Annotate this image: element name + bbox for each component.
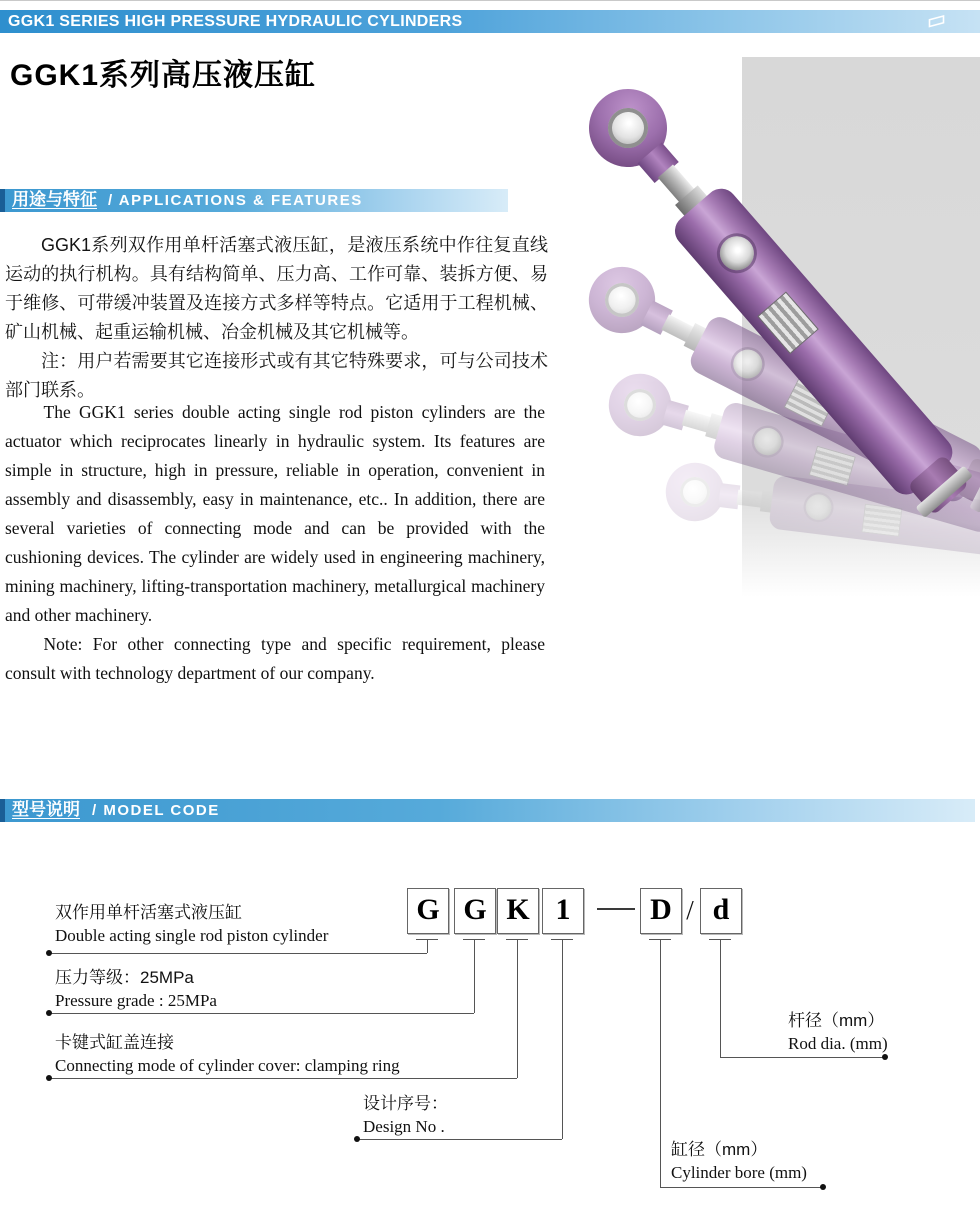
label-pressure-grade [55,966,217,1012]
section-title-en: / MODEL CODE [92,802,220,819]
section-bar-cap [0,799,5,822]
connector-line-cylinder-bore [660,1187,823,1188]
section-bar-applications [0,189,508,212]
label-zh: 卡键式缸盖连接 [55,1033,174,1052]
applications-en-note: Note: For other connecting type and specific requirement, please consult with technology department of our company. [5,634,545,683]
cylinder-eye-hole [600,100,656,156]
line-end-dot [820,1184,826,1190]
model-code-box-g1: G [407,888,449,934]
line-end-dot [46,1010,52,1016]
label-zh: 压力等级：25MPa [55,968,194,987]
connector-line-connecting-mode [49,1078,517,1079]
section-bar-cap [0,189,5,212]
section-title-zh: 型号说明 [12,800,80,819]
label-en: Pressure grade : 25MPa [55,991,217,1010]
applications-zh-note: 注：用户若需要其它连接形式或有其它特殊要求，可与公司技术部门联系。 [5,351,548,400]
label-double-acting [55,901,328,947]
section-title-en: / APPLICATIONS & FEATURES [108,192,363,209]
label-zh: 杆径（mm） [788,1011,885,1030]
line-end-dot [46,1075,52,1081]
label-rod-dia [788,1009,888,1055]
oil-port [804,493,832,521]
model-code-dash [597,908,635,910]
model-code-box-D: D [640,888,682,934]
label-cylinder-bore [671,1138,807,1184]
oil-port [713,229,761,277]
banner-title: GGK1 SERIES HIGH PRESSURE HYDRAULIC CYLINDERS [8,13,463,30]
label-zh: 设计序号： [363,1094,448,1113]
label-en: Design No . [363,1117,445,1136]
label-zh: 双作用单杆活塞式液压缸 [55,903,242,922]
cylinder-eye-hole [599,277,645,323]
connector-line-design-no [357,1139,562,1140]
connector-line-D [660,940,661,1187]
top-hairline [0,0,980,1]
top-banner [0,10,980,33]
connector-line-pressure-grade [49,1013,474,1014]
connector-line-g1 [427,940,428,953]
label-zh: 缸径（mm） [671,1140,768,1159]
model-code-box-1: 1 [542,888,584,934]
section-bar-model-code [0,799,975,822]
label-en: Connecting mode of cylinder cover: clamping ring [55,1056,400,1075]
label-en: Rod dia. (mm) [788,1034,888,1053]
oil-port [751,425,785,459]
model-code-box-g2: G [454,888,496,934]
line-end-dot [354,1136,360,1142]
cylinder-eye-ring [662,459,727,524]
line-end-dot [46,950,52,956]
section-title-zh: 用途与特征 [12,190,97,209]
flag-icon [928,14,946,29]
connector-line-double-acting [49,953,427,954]
label-connecting-mode [55,1031,400,1077]
model-code-slash: / [686,895,694,925]
oil-port [728,345,767,384]
applications-zh-main: GGK1系列双作用单杆活塞式液压缸，是液压系统中作往复直线运动的执行机构。具有结构简单、压力高、工作可靠、装拆方便、易于维修、可带缓冲装置及连接方式多样等特点。它适用于工程机械、矿山机械、起重运输机械、冶金机械及其它机械等。 [5,235,548,342]
cylinder-eye-hole [620,385,660,425]
connector-line-g2 [474,940,475,1013]
cylinder-eye-hole [678,475,711,508]
product-photo [560,55,980,610]
applications-en-main: The GGK1 series double acting single rod piston cylinders are the actuator which reciprocates linearly in hydraulic system. Its features are simple in structure, high in pressure, reliable in operation, convenient in assembly and disassembly, easy in maintenance, etc.. In addition, there are several varieties of connecting mode and can be provided with the cushioning devices. The cylinder are widely used in engineering machinery, mining machinery, lifting-transportation machinery, metallurgical machinery and other machinery. [5,402,545,625]
label-en: Cylinder bore (mm) [671,1163,807,1182]
name-plate [757,291,818,354]
applications-text-en [5,398,545,688]
connector-line-k [517,940,518,1078]
connector-line-1 [562,940,563,1139]
applications-text-zh [5,231,548,405]
label-en: Double acting single rod piston cylinder [55,926,329,945]
model-code-box-d: d [700,888,742,934]
connector-line-rod-dia [720,1057,885,1058]
page-title: GGK1系列高压液压缸 [10,59,317,92]
connector-line-d [720,940,721,1057]
model-code-box-k: K [497,888,539,934]
label-design-no [363,1092,448,1138]
